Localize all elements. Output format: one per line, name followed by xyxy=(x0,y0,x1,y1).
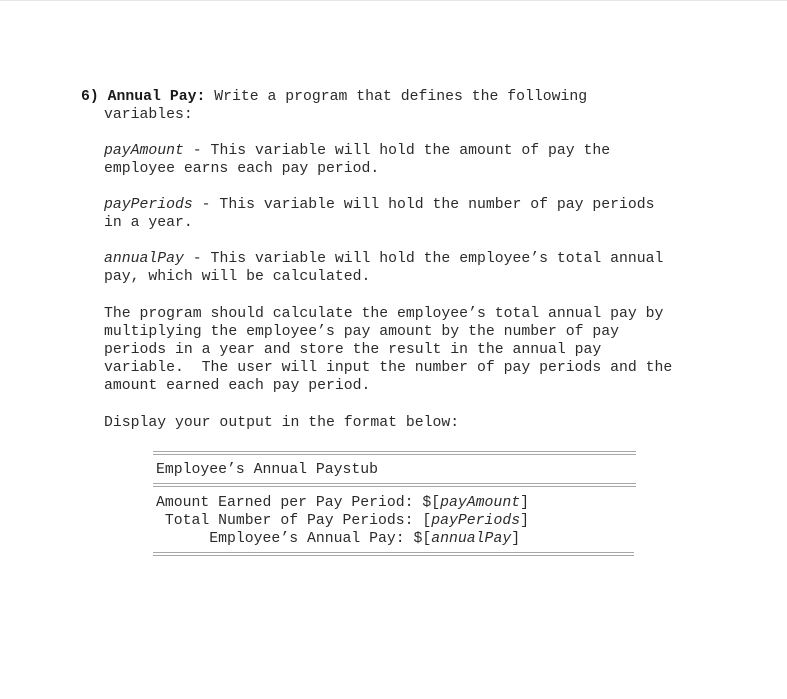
variable-payamount-line1 xyxy=(104,142,610,160)
paystub-row-var: annualPay xyxy=(431,531,512,547)
paystub-row-prefix: [ xyxy=(422,513,432,529)
instructions-line: amount earned each pay period. xyxy=(104,378,371,394)
paystub-row-var: payPeriods xyxy=(431,513,521,529)
instructions-line: periods in a year and store the result in the annual pay xyxy=(104,342,602,358)
paystub-row-label: Employee’s Annual Pay: xyxy=(156,531,414,547)
paystub-top-rule xyxy=(153,451,636,455)
paystub-row-suffix: ] xyxy=(520,495,529,511)
paystub-row-suffix: ] xyxy=(520,513,529,529)
paystub-row-pay-amount xyxy=(156,494,529,512)
variable-annualpay-line2: pay, which will be calculated. xyxy=(104,269,371,285)
page-top-border xyxy=(0,0,787,1)
display-prompt: Display your output in the format below: xyxy=(104,415,460,431)
variable-payperiods-line2: in a year. xyxy=(104,215,193,231)
paystub-row-annual-pay xyxy=(156,530,520,548)
problem-heading xyxy=(81,88,587,106)
paystub-title: Employee’s Annual Paystub xyxy=(156,462,378,478)
problem-intro-line1: Write a program that defines the following xyxy=(205,89,588,105)
paystub-row-label: Amount Earned per Pay Period: xyxy=(156,495,423,511)
variable-name: payPeriods xyxy=(104,197,193,213)
variable-payamount-line2: employee earns each pay period. xyxy=(104,161,380,177)
variable-desc: - This variable will hold the number of pay periods xyxy=(192,197,655,213)
problem-title: Annual Pay: xyxy=(107,89,206,105)
paystub-row-prefix: $[ xyxy=(413,531,432,547)
problem-number: 6) xyxy=(81,89,99,105)
paystub-row-suffix: ] xyxy=(511,531,521,547)
paystub-row-label: Total Number of Pay Periods: xyxy=(156,513,423,529)
problem-intro-line2: variables: xyxy=(104,107,193,123)
instructions-line: multiplying the employee’s pay amount by the number of pay xyxy=(104,324,620,340)
variable-payperiods-line1 xyxy=(104,196,655,214)
paystub-mid-rule xyxy=(153,483,636,487)
variable-desc: - This variable will hold the employee’s total annual xyxy=(183,251,664,267)
paystub-row-prefix: $[ xyxy=(422,495,441,511)
variable-name: annualPay xyxy=(104,251,184,267)
paystub-bottom-rule xyxy=(153,552,634,556)
variable-name: payAmount xyxy=(104,143,184,159)
paystub-row-pay-periods xyxy=(156,512,529,530)
variable-annualpay-line1 xyxy=(104,250,663,268)
variable-desc: - This variable will hold the amount of pay the xyxy=(183,143,611,159)
instructions-line: The program should calculate the employee’s total annual pay by xyxy=(104,306,664,322)
paystub-row-var: payAmount xyxy=(440,495,521,511)
instructions-line: variable. The user will input the number of pay periods and the xyxy=(104,360,673,376)
